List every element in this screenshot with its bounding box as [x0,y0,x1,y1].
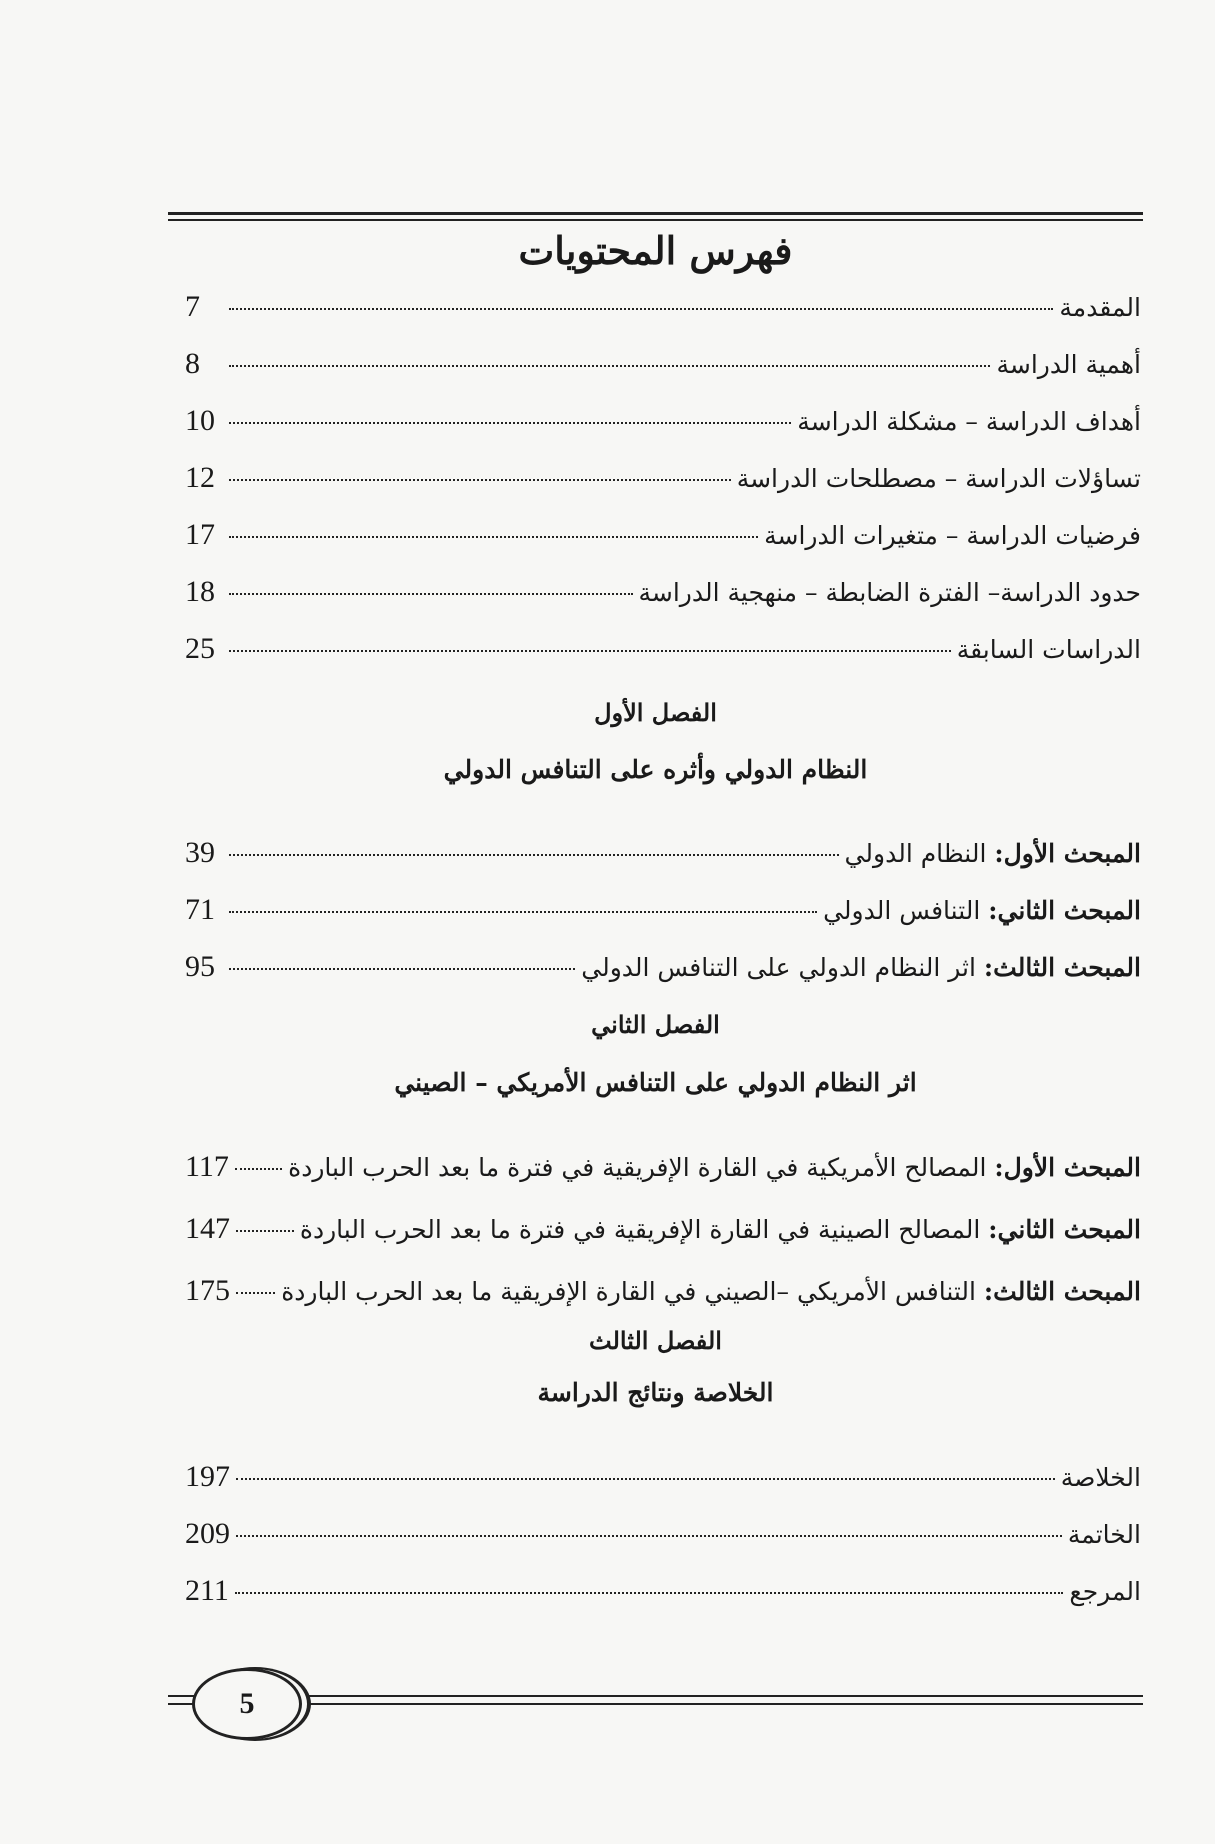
toc-entry-label: فرضيات الدراسة – متغيرات الدراسة [764,521,1141,550]
footer-rule-bottom [168,1703,1143,1705]
toc-entry-conclusion [185,1517,1141,1563]
leader-dots [229,911,817,913]
leader-dots [229,968,575,970]
section-prefix: المبحث الأول: [994,1153,1141,1182]
section-title: اثر النظام الدولي على التنافس الدولي [581,953,976,982]
toc-entry-label [281,1277,1141,1306]
header-rule-bottom [168,219,1143,221]
toc-entry-importance [185,347,1141,393]
page-number: 5 [239,1687,255,1720]
toc-entry-ch1-sec1 [185,836,1141,882]
toc-entry-page: 175 [185,1274,230,1307]
toc-entry-page: 209 [185,1517,230,1550]
toc-entry-page: 7 [185,290,200,323]
toc-entry-label: تساؤلات الدراسة – مصطلحات الدراسة [736,464,1141,493]
toc-entry-page: 39 [185,836,215,869]
section-prefix: المبحث الثاني: [988,1215,1141,1244]
toc-entry-label [581,953,1141,982]
leader-dots [235,1168,282,1170]
leader-dots [236,1292,275,1294]
leader-dots [229,593,633,595]
chapter-2-heading: الفصل الثاني [591,1010,720,1039]
leader-dots [229,650,951,652]
toc-entry-label [300,1215,1141,1244]
section-title: المصالح الصينية في القارة الإفريقية في فترة ما بعد الحرب الباردة [299,1215,981,1244]
toc-entry-label [823,896,1141,925]
toc-entry-label: المرجع [1069,1577,1141,1606]
toc-entry-page: 18 [185,575,215,608]
leader-dots [236,1230,294,1232]
toc-entry-page: 147 [185,1212,230,1245]
toc-entry-page: 25 [185,632,215,665]
section-title: التنافس الأمريكي –الصيني في القارة الإفريقية ما بعد الحرب الباردة [281,1277,976,1306]
page-title: فهرس المحتويات [518,228,793,273]
section-prefix: المبحث الثالث: [983,953,1141,982]
toc-entry-page: 211 [185,1574,229,1607]
leader-dots [236,1478,1055,1480]
toc-entry-label: حدود الدراسة– الفترة الضابطة – منهجية الدراسة [638,578,1141,607]
toc-entry-page: 197 [185,1460,230,1493]
leader-dots [229,365,990,367]
section-prefix: المبحث الثالث: [983,1277,1141,1306]
toc-entry-ch2-sec2 [185,1212,1141,1258]
toc-entry-ch1-sec3 [185,950,1141,996]
section-title: النظام الدولي [844,839,987,868]
chapter-3-heading: الفصل الثالث [589,1326,722,1355]
leader-dots [229,422,791,424]
toc-entry-page: 17 [185,518,215,551]
toc-entry-label: الخلاصة [1060,1463,1141,1492]
toc-entry-page: 71 [185,893,215,926]
section-title: التنافس الدولي [823,896,981,925]
toc-entry-references [185,1574,1141,1620]
toc-entry-ch2-sec1 [185,1150,1141,1196]
leader-dots [236,1535,1062,1537]
chapter-1-heading: الفصل الأول [594,698,717,727]
footer-rule-top [168,1695,1143,1697]
leader-dots [229,854,839,856]
chapter-1-subtitle: النظام الدولي وأثره على التنافس الدولي [443,755,868,784]
section-prefix: المبحث الأول: [994,839,1141,868]
section-title: المصالح الأمريكية في القارة الإفريقية في فترة ما بعد الحرب الباردة [288,1153,987,1182]
chapter-3-subtitle: الخلاصة ونتائج الدراسة [537,1378,774,1407]
toc-entry-introduction [185,290,1141,336]
toc-entry-label: الخاتمة [1067,1520,1141,1549]
toc-entry-label: أهداف الدراسة – مشكلة الدراسة [797,407,1141,436]
toc-entry-page: 10 [185,404,215,437]
toc-entry-label: الدراسات السابقة [956,635,1141,664]
leader-dots [229,536,758,538]
toc-entry-page: 12 [185,461,215,494]
page-number-badge [192,1668,302,1740]
toc-entry-label [845,839,1141,868]
toc-entry-objectives [185,404,1141,450]
toc-entry-ch1-sec2 [185,893,1141,939]
toc-entry-label: المقدمة [1059,293,1141,322]
toc-entry-page: 95 [185,950,215,983]
leader-dots [235,1592,1064,1594]
toc-entry-summary [185,1460,1141,1506]
header-rule-top [168,212,1143,215]
toc-entry-label: أهمية الدراسة [996,350,1141,379]
toc-entry-limits [185,575,1141,621]
toc-entry-page: 117 [185,1150,229,1183]
chapter-2-subtitle: اثر النظام الدولي على التنافس الأمريكي – الصيني [394,1068,917,1097]
leader-dots [229,308,1053,310]
leader-dots [229,479,731,481]
toc-entry-label [288,1153,1141,1182]
toc-entry-ch2-sec3 [185,1274,1141,1320]
toc-entry-previous-studies [185,632,1141,678]
toc-entry-questions [185,461,1141,507]
section-prefix: المبحث الثاني: [988,896,1141,925]
toc-entry-hypotheses [185,518,1141,564]
toc-entry-page: 8 [185,347,200,380]
